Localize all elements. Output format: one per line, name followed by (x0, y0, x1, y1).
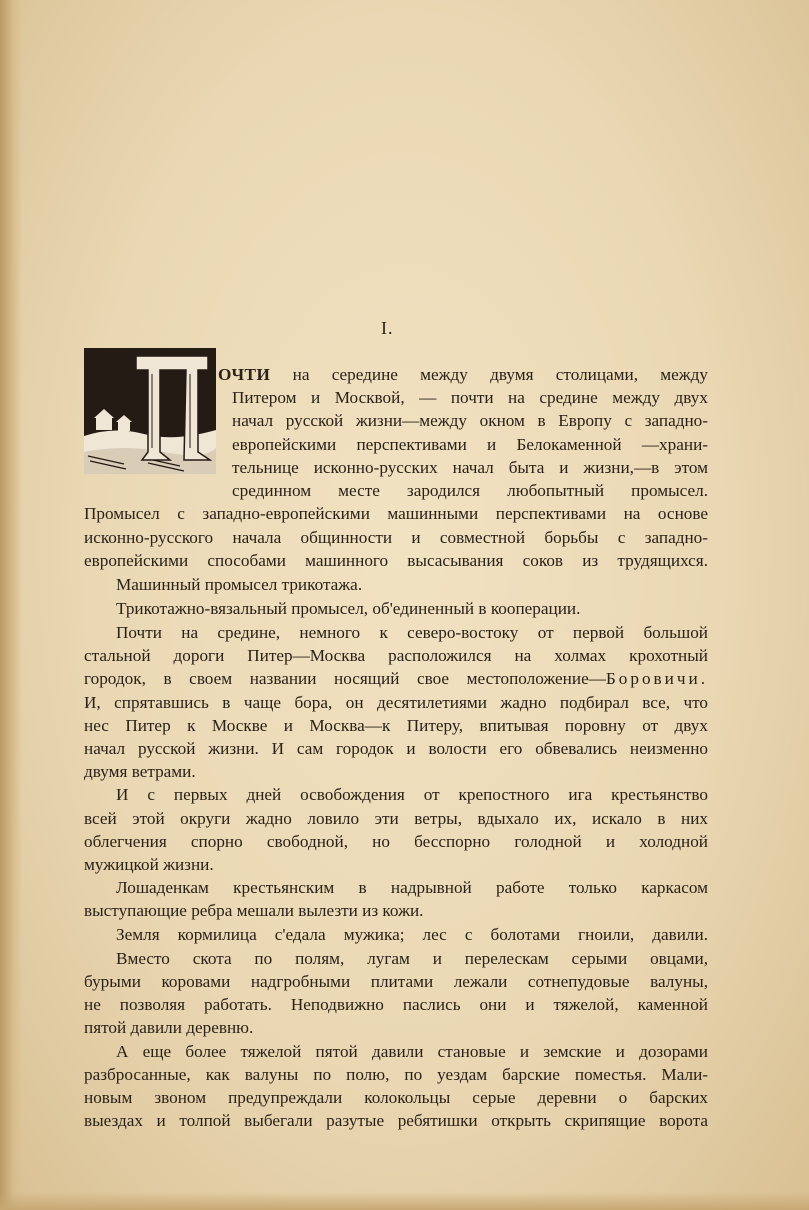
text-line: начал русской жизни—между окном в Европу с западно- (232, 411, 708, 430)
text-line: пятой давили деревню. (84, 1018, 254, 1037)
lead-word: ОЧТИ (218, 365, 271, 384)
text-line: Трикотажно-вязальный промысел, об'единенный в кооперации. (116, 599, 581, 618)
text-line: Машинный промысел трикотажа. (116, 575, 363, 594)
text-line: новым звоном предупреждали колокольцы серые деревни о барских (84, 1088, 708, 1107)
text-line: европейскими перспективами и Белокаменной —храни- (232, 435, 708, 454)
text-line: Питером и Москвой, — почти на средине между двух (232, 388, 708, 407)
text-line: не позволяя работать. Неподвижно паслись они и тяжелой, каменной (84, 995, 708, 1014)
text-line: начал русской жизни. И сам городок и волости его обвевались неизменно (84, 739, 708, 758)
text-line: срединном месте зародился любопытный промысел. (232, 481, 708, 500)
text-line: тельнице исконно-русских начал быта и жизни,—в этом (232, 458, 708, 477)
text-line: городок, в своем названии носящий свое местоположение—Боровичи. (84, 669, 708, 688)
text-line: нес Питер к Москве и Москва—к Питеру, впитывая поровну от двух (84, 716, 708, 735)
text-line: Промысел с западно-европейскими машинными перспективами на основе (84, 504, 708, 523)
chapter-number: I. (381, 318, 394, 338)
text-line: А еще более тяжелой пятой давили становые и земские и дозорами (116, 1042, 708, 1061)
text-line: Лошаденкам крестьянским в надрывной работе только каркасом (116, 878, 708, 897)
text-line: двумя ветрами. (84, 762, 196, 781)
text-line: И с первых дней освобождения от крепостного ига крестьянство (116, 785, 708, 804)
text-line: стальной дороги Питер—Москва расположился на холмах крохотный (84, 646, 708, 665)
text-line: выездах и толпой выбегали разутые ребятишки открыть скрипящие ворота (84, 1111, 708, 1130)
spaced-word: Боровичи. (605, 669, 708, 688)
text-line: европейскими способами машинного высасывания соков из трудящихся. (84, 551, 708, 570)
text-line: всей этой округи жадно ловило эти ветры, вдыхало их, искало в них (84, 809, 708, 828)
text-line: бурыми коровами надгробными плитами лежали сотнепудовые валуны, (84, 972, 708, 991)
text-line: выступающие ребра мешали вылезти из кожи. (84, 901, 424, 920)
text-line: облегчения спорно свободной, но бесспорно голодной и холодной (84, 832, 708, 851)
text-line: мужицкой жизни. (84, 855, 214, 874)
text-line: И, спрятавшись в чаще бора, он десятилетиями жадно подбирал все, что (84, 693, 708, 712)
text-line: ОЧТИ на середине между двумя столицами, между (218, 365, 708, 384)
text-line: Земля кормилица с'едала мужика; лес с болотами гноили, давили. (116, 925, 708, 944)
text-line: исконно-русского начала общинности и совместной борьбы с западно- (84, 528, 708, 547)
text-line: Почти на средине, немного к северо-востоку от первой большой (116, 623, 708, 642)
text-line: разбросанные, как валуны по полю, по уездам барские поместья. Мали- (84, 1065, 708, 1084)
text-line: Вместо скота по полям, лугам и перелескам серыми овцами, (116, 949, 708, 968)
